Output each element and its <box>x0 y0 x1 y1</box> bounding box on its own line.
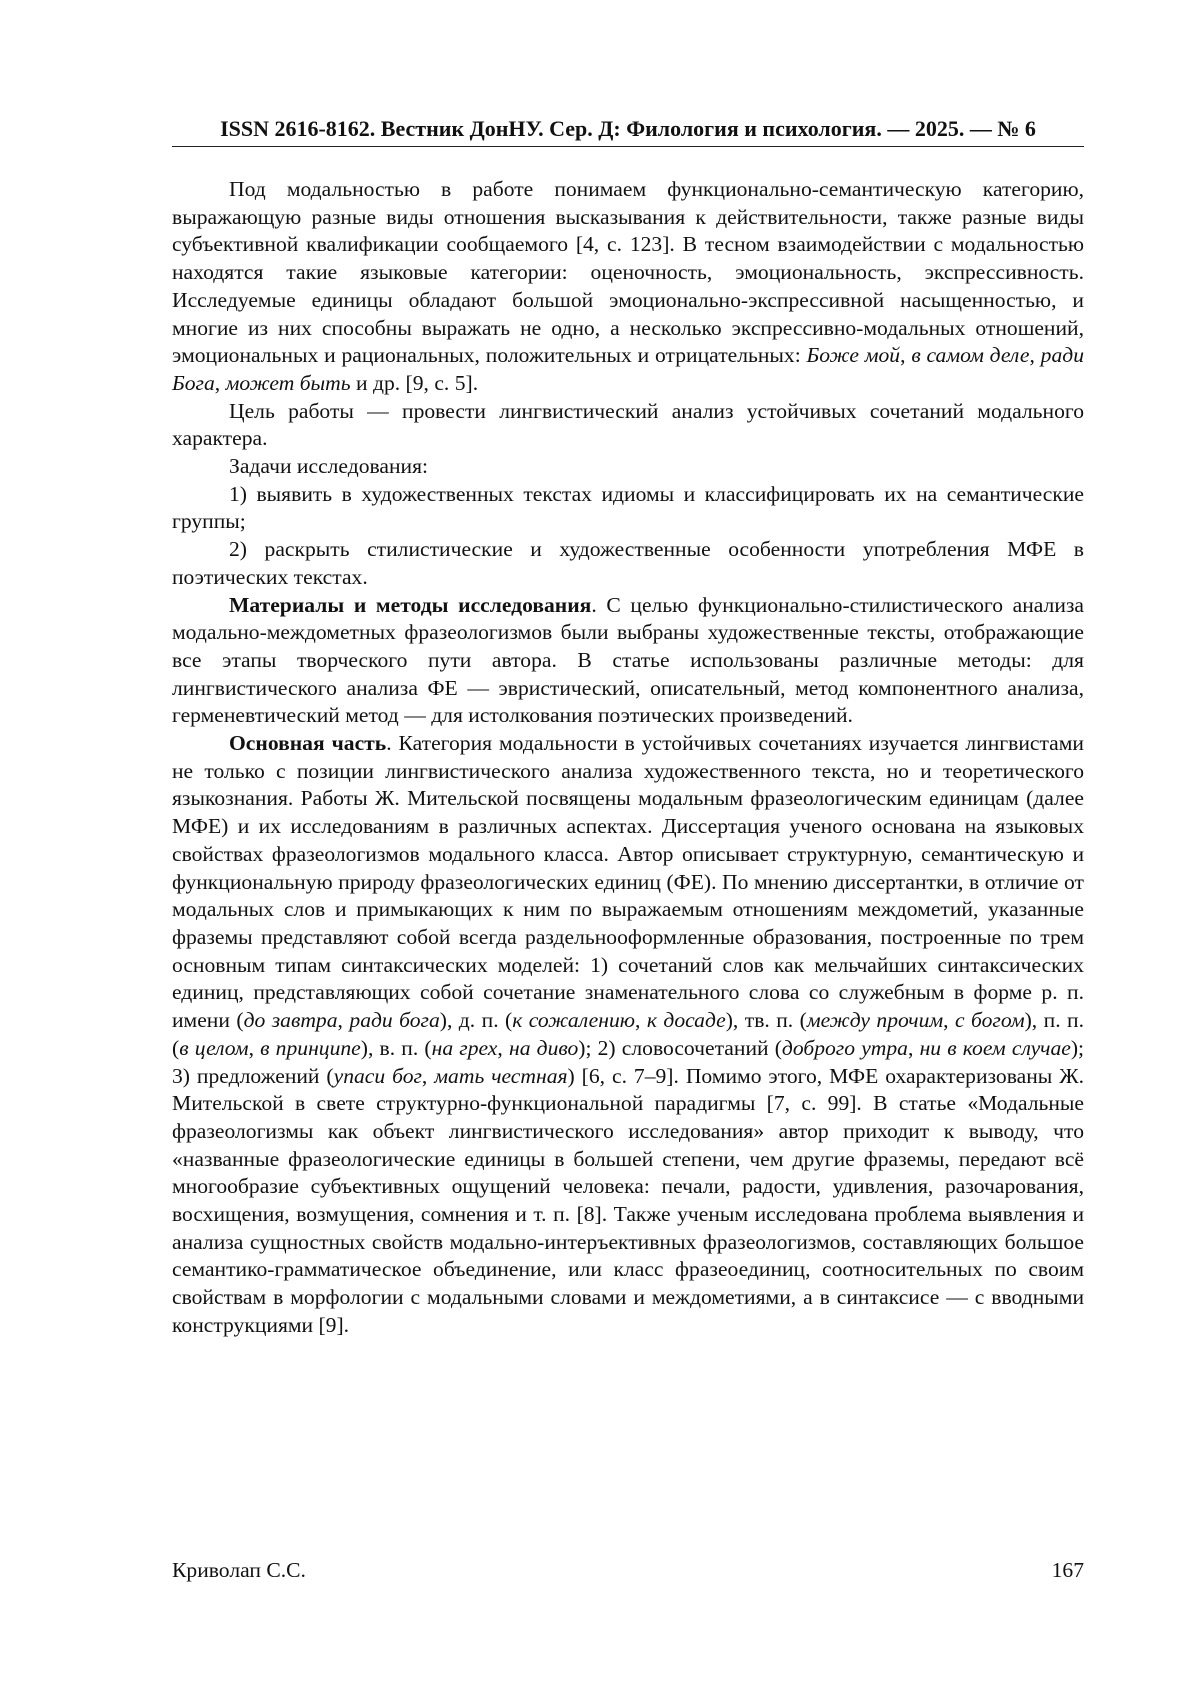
example-idiom: в принципе <box>260 1035 361 1060</box>
text-span: , <box>900 343 912 368</box>
paragraph-modality-definition <box>172 176 1084 398</box>
example-idiom: на диво <box>508 1035 579 1060</box>
paragraph-tasks-heading: Задачи исследования: <box>229 454 429 479</box>
running-header: ISSN 2616-8162. Вестник ДонНУ. Сер. Д: Филология и психология. — 2025. — № 6 <box>172 114 1084 147</box>
text-span: , <box>248 1035 261 1060</box>
page-number: 167 <box>1051 1558 1084 1582</box>
text-span: ), в. п. ( <box>360 1035 432 1060</box>
paragraph-task-1: 1) выявить в художественных текстах идиомы и классифицировать их на семантические группы; <box>172 481 1084 534</box>
text-span: , <box>214 370 226 395</box>
example-idiom: ни в коем случае <box>919 1035 1071 1060</box>
section-heading-main: Основная часть <box>229 731 387 756</box>
example-idiom: к сожалению <box>512 1008 635 1033</box>
text-span: , <box>907 1035 920 1060</box>
text-span: , <box>1029 343 1041 368</box>
text-span: , <box>634 1008 647 1033</box>
example-idiom: на грех <box>431 1035 498 1060</box>
example-idiom: в самом деле <box>911 343 1030 368</box>
example-idiom: упаси бог <box>333 1063 422 1088</box>
text-span: Под модальностью в работе понимаем функционально-семантическую категорию, выражающую разные виды отношения высказывания к действительности, также разные виды субъективной квалификации сообщаемого [4, с. 123]. В тесном взаимодействии с модальностью находятся такие языковые категории: оценочность, эмоциональность, экспрессивность. Исследуемые единицы обладают большой эмоционально-экспрессивной насыщенностью, и многие из них способны выражать не одно, а несколько экспрессивно-модальных отношений, эмоциональных и рациональных, положительных и отрицательных: <box>172 177 1084 368</box>
paragraph-task-2: 2) раскрыть стилистические и художественные особенности употребления МФЕ в поэтических текстах. <box>172 537 1084 589</box>
example-idiom: в целом <box>179 1035 249 1060</box>
text-span: ), тв. п. ( <box>725 1008 807 1033</box>
example-idiom: ради Бога <box>172 343 1084 395</box>
text-span: ) [6, с. 7–9]. Помимо этого, МФЕ охарактеризованы Ж. Мительской в свете структурно-функциональной парадигмы [7, с. 99]. В статье «Модальные фразеологизмы как объект лингвистического исследования» автор приходит к выводу, что «названные фразеологические единицы в большей степени, чем другие фраземы, передают всё многообразие субъективных ощущений человека: печали, радости, удивления, разочарования, восхищения, возмущения, сомнения и т. п. [8]. Также ученым исследована проблема выявления и анализа сущностных свойств модально-интеръективных фразеологизмов, составляющих большое семантико-грамматическое объединение, или класс фразеоединиц, соотносительных по своим свойствам в морфологии с модальными словами и междометиями, а в синтаксисе — с вводными конструкциями [9]. <box>172 1063 1084 1337</box>
article-body <box>172 176 1084 1340</box>
example-idiom: с богом <box>955 1008 1025 1033</box>
example-idiom: между прочим <box>806 1008 944 1033</box>
example-idiom: Боже мой <box>806 343 901 368</box>
text-span: и др. [9, с. 5]. <box>350 370 479 395</box>
example-idiom: мать честная <box>434 1063 568 1088</box>
example-idiom: может быть <box>225 370 351 395</box>
text-span: ); 3) предложений ( <box>172 1035 1085 1088</box>
example-idiom: ради бога <box>349 1008 440 1033</box>
text-span: ), п. п. ( <box>172 1008 1085 1060</box>
text-span: ), д. п. ( <box>439 1008 513 1033</box>
text-span: , <box>497 1035 509 1060</box>
footer-author: Криволап С.С. <box>172 1558 306 1582</box>
example-idiom: к досаде <box>646 1008 726 1033</box>
paragraph-materials-methods <box>172 592 1084 731</box>
text-span: , <box>421 1063 435 1088</box>
text-span: . Категория модальности в устойчивых сочетаниях изучается лингвистами не только с позиции лингвистического анализа художественного текста, но и теоретического языкознания. Работы Ж. Мительской посвящены модальным фразеологическим единицам (далее МФЕ) и их исследованиям в различных аспектах. Диссертация ученого основана на языковых свойствах фразеологизмов модального класса. Автор описывает структурную, семантическую и функциональную природу фразеологических единиц (ФЕ). По мнению диссертантки, в отличие от модальных слов и примыкающих к ним по выражаемым отношениям междометий, указанные фраземы представляют собой всегда раздельнооформленные образования, построенные по трем основным типам синтаксических моделей: 1) сочетаний слов как мельчайших синтаксических единиц, представляющих собой сочетание знаменательного слова со служебным в форме р. п. имени ( <box>172 731 1084 1033</box>
example-idiom: до завтра <box>243 1008 338 1033</box>
text-span: , <box>337 1008 350 1033</box>
paragraph-goal: Цель работы — провести лингвистический анализ устойчивых сочетаний модального характера. <box>172 398 1084 451</box>
section-heading-materials: Материалы и методы исследования <box>229 592 592 617</box>
example-idiom: доброго утра <box>781 1035 908 1060</box>
text-span: ); 2) словосочетаний ( <box>578 1035 782 1060</box>
paragraph-main-part <box>172 730 1084 1339</box>
text-span: , <box>943 1008 956 1033</box>
text-span: . С целью функционально-стилистического анализа модально-междометных фразеологизмов были выбраны художественные тексты, отображающие все этапы творческого пути автора. В статье использованы различные методы: для лингвистического анализа ФЕ — эвристический, описательный, метод компонентного анализа, герменевтический метод — для истолкования поэтических произведений. <box>172 592 1084 728</box>
